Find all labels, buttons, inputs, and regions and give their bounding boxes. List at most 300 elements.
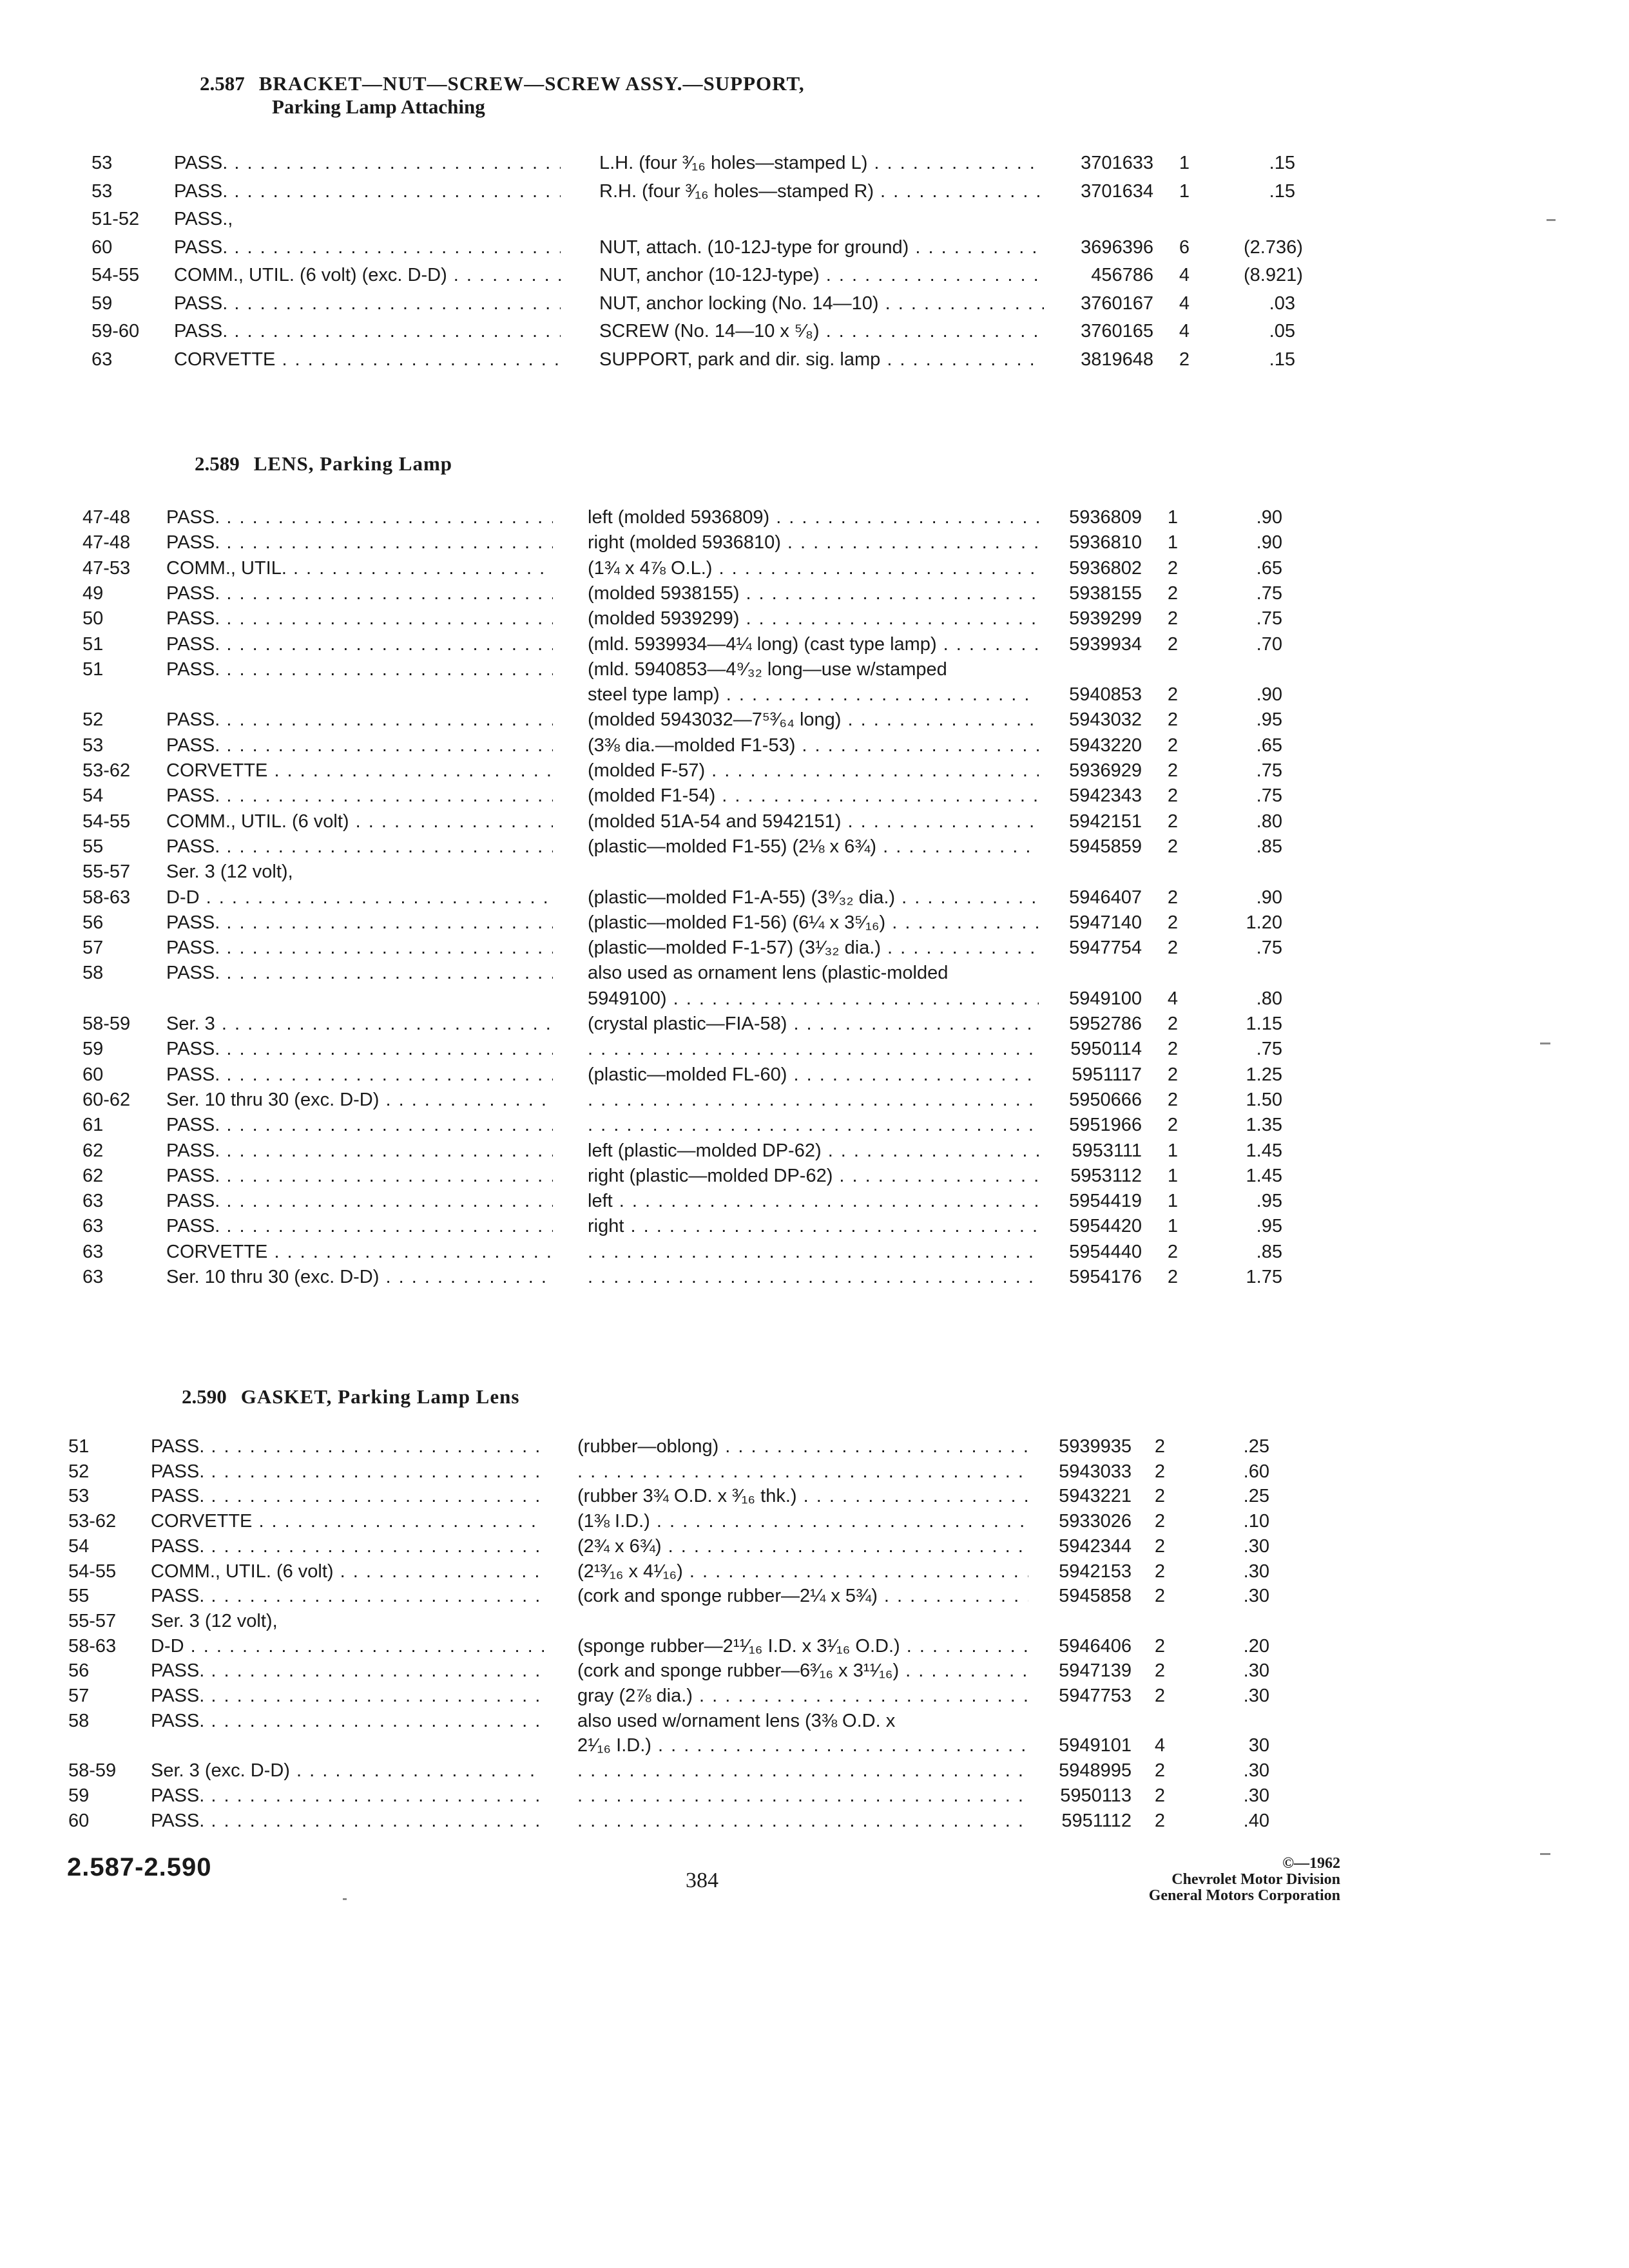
table-row [0,937,1629,960]
table-row [0,264,1629,287]
quantity: 2 [1167,557,1179,579]
part-number: 5940853 [1069,684,1142,706]
price: 1.50 [1246,1089,1282,1110]
quantity: 2 [1167,912,1179,933]
part-description [588,1089,1039,1111]
model-years: 63 [92,349,113,370]
part-number: 5943033 [1059,1461,1132,1482]
price: .95 [1256,1191,1282,1212]
model-years: 59 [82,1039,104,1060]
quantity: 2 [1167,709,1179,731]
vehicle-model: PASS. . . . [151,1685,544,1707]
quantity: 1 [1167,1165,1179,1186]
vehicle-model: PASS. . . . [151,1585,544,1607]
vehicle-model: PASS. . . . [166,1140,553,1162]
table-row [0,1215,1629,1238]
vehicle-model: PASS. . . . [174,320,561,342]
part-number: 5943221 [1059,1486,1132,1507]
publisher-block [1031,1856,1340,1904]
quantity: 1 [1179,180,1190,202]
model-years: 58-63 [68,1635,117,1657]
price: .75 [1256,785,1282,807]
vehicle-model: PASS. . . . [166,506,553,528]
part-description: (plastic—molded F-1-57) (3¹⁄₃₂ dia.) . . . [588,937,1039,959]
table-row [0,1810,1629,1833]
part-description: (2¹³⁄₁₆ x 4¹⁄₁₆) . . . [577,1561,1028,1582]
quantity: 2 [1167,684,1179,706]
vehicle-model: CORVETTE . . . [174,349,561,370]
part-description: (molded 5943032—7⁵³⁄₆₄ long) . . . [588,709,1039,731]
table-row [0,180,1629,204]
quantity: 2 [1154,1461,1166,1482]
vehicle-model: PASS. . . . [166,836,553,858]
part-number: 5939299 [1069,608,1142,629]
price: .65 [1256,557,1282,579]
section-title: BRACKET—NUT—SCREW—SCREW ASSY.—SUPPORT, [258,72,805,95]
quantity: 2 [1167,1267,1179,1287]
part-description: (mld. 5939934—4¼ long) (cast type lamp) . . . [588,633,1039,655]
price: .03 [1269,293,1295,314]
vehicle-model: Ser. 3 . . . [166,1013,553,1035]
model-years: 54-55 [68,1561,117,1582]
table-row [0,1241,1629,1264]
price: .85 [1256,836,1282,857]
part-number: 5947140 [1069,912,1142,933]
vehicle-model: PASS. . . . [166,1064,553,1086]
vehicle-model: PASS. . . . [166,1114,553,1136]
model-years: 53-62 [82,760,131,781]
division: Chevrolet Motor Division [1171,1871,1340,1888]
part-description: (molded 51A-54 and 5942151) . . . [588,811,1039,832]
price: .15 [1269,349,1295,370]
part-number: 5943220 [1069,735,1142,756]
copyright: ©—1962 [1282,1855,1340,1872]
part-number: 5950666 [1069,1089,1142,1110]
part-number: 3760165 [1081,321,1153,341]
part-description: (molded F-57) . . . [588,760,1039,782]
part-description [577,1760,1028,1782]
table-row [0,760,1629,783]
model-years: 63 [82,1241,104,1262]
model-years: 63 [82,1191,104,1212]
table-row [0,1660,1629,1683]
table-row [0,1485,1629,1508]
part-number: 5936929 [1069,760,1142,781]
vehicle-model: PASS. . . . [166,608,553,629]
section-number: 2.590 [182,1385,227,1408]
table-row [0,1510,1629,1533]
quantity: 2 [1154,1810,1166,1831]
price: 1.45 [1246,1140,1282,1161]
price: 1.25 [1246,1064,1282,1085]
part-description: SUPPORT, park and dir. sig. lamp . . . [599,349,1044,370]
model-years: 51-52 [92,209,140,229]
model-years: 54-55 [82,811,131,832]
table-row [0,709,1629,732]
table-row [0,861,1629,884]
part-number: 5947139 [1059,1660,1132,1682]
part-number: 3701633 [1081,153,1153,173]
vehicle-model: PASS. . . . [166,709,553,731]
vehicle-model: COMM., UTIL. (6 volt) (exc. D-D) . . . [174,264,561,286]
part-description: (plastic—molded FL-60) . . . [588,1064,1039,1086]
price: .75 [1256,760,1282,781]
price: .15 [1269,153,1295,173]
price: .30 [1243,1686,1269,1706]
model-years: 55-57 [82,861,131,883]
part-number: 5953112 [1070,1165,1142,1186]
price: .30 [1243,1785,1269,1806]
vehicle-model: PASS. . . . [151,1810,544,1832]
model-years: 49 [82,582,104,604]
part-description: (rubber 3¾ O.D. x ³⁄₁₆ thk.) . . . [577,1485,1028,1507]
table-row [0,1190,1629,1213]
part-description: (3⅜ dia.—molded F1-53) . . . [588,735,1039,756]
model-years: 47-48 [82,507,131,528]
vehicle-model: PASS. . . . [151,1710,544,1732]
price: 1.75 [1246,1267,1282,1287]
vehicle-model: PASS. . . . [166,735,553,756]
quantity: 4 [1179,293,1190,314]
model-years: 51 [82,658,104,680]
vehicle-model: PASS. . . . [166,785,553,807]
quantity: 4 [1154,1735,1166,1756]
part-number: 5954440 [1069,1241,1142,1262]
vehicle-model: PASS., [174,209,233,229]
table-row [0,236,1629,260]
section-title: GASKET, Parking Lamp Lens [240,1385,520,1408]
table-row [0,320,1629,343]
quantity: 2 [1154,1686,1166,1706]
table-row [0,1013,1629,1036]
part-description: 5949100) . . . [588,988,1039,1010]
part-number: 3819648 [1081,349,1153,370]
vehicle-model: PASS. . . . [166,962,553,984]
section-number: 2.587 [200,72,245,95]
table-row [0,1535,1629,1559]
part-number: 5954420 [1069,1216,1142,1237]
part-number: 5951966 [1069,1115,1142,1136]
model-years: 51 [82,633,104,655]
table-row [0,887,1629,910]
table-row [0,608,1629,631]
table-row [0,988,1629,1011]
model-years: 54 [68,1535,90,1557]
price: .75 [1256,937,1282,959]
vehicle-model: PASS. . . . [151,1785,544,1807]
part-number: 3760167 [1081,293,1153,314]
part-description: (rubber—oblong) . . . [577,1436,1028,1457]
quantity: 4 [1179,321,1190,341]
quantity: 2 [1167,735,1179,756]
part-description: (2¾ x 6¾) . . . [577,1535,1028,1557]
part-description [577,1810,1028,1832]
price: .90 [1256,507,1282,528]
vehicle-model: PASS. . . . [151,1535,544,1557]
table-row [0,836,1629,859]
part-description: NUT, attach. (10-12J-type for ground) . . . [599,236,1044,258]
model-years: 52 [68,1461,90,1482]
table-row [0,1461,1629,1484]
quantity: 2 [1154,1660,1166,1682]
price: .90 [1256,532,1282,553]
quantity: 2 [1154,1785,1166,1806]
vehicle-model: PASS. . . . [166,532,553,553]
table-row [0,1760,1629,1783]
quantity: 1 [1167,1191,1179,1212]
table-row [0,1585,1629,1608]
quantity: 4 [1179,265,1190,285]
part-description [577,1461,1028,1483]
table-row [0,152,1629,175]
table-row [0,506,1629,530]
part-number: 5938155 [1069,582,1142,604]
price: 1.20 [1246,912,1282,933]
quantity: 2 [1167,1014,1179,1034]
part-number: 5950113 [1060,1785,1132,1806]
part-number: 5945858 [1059,1586,1132,1607]
section-heading-2-589 [195,452,452,476]
part-description: 2¹⁄₁₆ I.D.) . . . [577,1735,1028,1756]
quantity: 1 [1167,507,1179,528]
model-years: 59 [68,1785,90,1806]
part-number: 5942344 [1059,1535,1132,1557]
vehicle-model: PASS. . . . [166,582,553,604]
price: .75 [1256,608,1282,629]
model-years: 58-63 [82,887,131,908]
table-row [0,532,1629,555]
model-years: 58-59 [82,1014,131,1034]
price: .30 [1243,1586,1269,1607]
part-description: (molded 5939299) . . . [588,608,1039,629]
part-number: 5942153 [1059,1561,1132,1582]
vehicle-model: PASS. . . . [166,937,553,959]
table-row [0,962,1629,985]
model-years: 51 [68,1436,90,1457]
part-description: (plastic—molded F1-56) (6¼ x 3⁵⁄₁₆) . . . [588,912,1039,934]
part-description: left (plastic—molded DP-62) . . . [588,1140,1039,1162]
vehicle-model: Ser. 10 thru 30 (exc. D-D) . . . [166,1266,553,1288]
quantity: 2 [1154,1561,1166,1582]
part-description: also used as ornament lens (plastic-molded [588,963,949,984]
price: .75 [1256,1039,1282,1060]
quantity: 2 [1167,760,1179,781]
vehicle-model: D-D . . . [151,1635,544,1657]
table-row [0,1610,1629,1633]
quantity: 2 [1167,937,1179,959]
table-row [0,1785,1629,1808]
quantity: 2 [1154,1486,1166,1507]
section-heading-2-587 [200,72,805,119]
table-row [0,785,1629,808]
corporation: General Motors Corporation [1148,1887,1340,1904]
quantity: 1 [1167,532,1179,553]
quantity: 2 [1167,1039,1179,1060]
vehicle-model: PASS. . . . [151,1461,544,1483]
margin-mark [343,1898,347,1900]
part-number: 3701634 [1081,180,1153,202]
table-row [0,1685,1629,1708]
margin-mark [1547,219,1556,221]
margin-mark [1540,1853,1550,1855]
vehicle-model: PASS. . . . [166,658,553,680]
quantity: 2 [1154,1760,1166,1782]
table-row [0,1114,1629,1137]
price: .30 [1243,1561,1269,1582]
vehicle-model: COMM., UTIL. . . . [166,557,553,579]
part-number: 5946406 [1059,1635,1132,1657]
table-row [0,1436,1629,1459]
price: (8.921) [1244,265,1303,285]
price: .80 [1256,811,1282,832]
model-years: 47-53 [82,557,131,579]
table-row [0,1089,1629,1112]
part-number: 5947753 [1059,1686,1132,1706]
section-title: LENS, Parking Lamp [253,452,453,475]
model-years: 55 [82,836,104,857]
quantity: 2 [1167,1115,1179,1136]
part-description: (crystal plastic—FIA-58) . . . [588,1013,1039,1035]
section-number: 2.589 [195,452,240,475]
part-number: 5936810 [1069,532,1142,553]
price: .30 [1243,1535,1269,1557]
model-years: 54 [82,785,104,807]
table-row [0,633,1629,657]
quantity: 2 [1167,811,1179,832]
vehicle-model: PASS. . . . [166,633,553,655]
table-row [0,1735,1629,1758]
part-description: (molded 5938155) . . . [588,582,1039,604]
part-number: 5945859 [1069,836,1142,857]
part-number: 5954419 [1069,1191,1142,1212]
model-years: 62 [82,1140,104,1161]
vehicle-model: CORVETTE . . . [151,1510,544,1532]
quantity: 1 [1179,153,1190,173]
price: .75 [1256,582,1282,604]
model-years: 53 [82,735,104,756]
price: .85 [1256,1241,1282,1262]
vehicle-model: COMM., UTIL. (6 volt) . . . [151,1561,544,1582]
quantity: 2 [1154,1511,1166,1532]
part-number: 5939934 [1069,633,1142,655]
quantity: 4 [1167,988,1179,1009]
model-years: 53-62 [68,1511,117,1532]
part-description: steel type lamp) . . . [588,684,1039,706]
quantity: 2 [1167,785,1179,807]
margin-mark [1540,1043,1550,1044]
model-years: 58 [68,1710,90,1731]
part-description: (plastic—molded F1-A-55) (3⁹⁄₃₂ dia.) . . . [588,887,1039,908]
table-row [0,1064,1629,1087]
quantity: 2 [1154,1586,1166,1607]
table-row [0,735,1629,758]
part-number: 5947754 [1069,937,1142,959]
price: .80 [1256,988,1282,1009]
vehicle-model: PASS. . . . [151,1485,544,1507]
price: .95 [1256,1216,1282,1237]
part-description: gray (2⅞ dia.) . . . [577,1685,1028,1707]
part-number: 5954176 [1069,1267,1142,1287]
part-description: also used w/ornament lens (3⅜ O.D. x [577,1710,896,1731]
model-years: 53 [68,1486,90,1507]
model-years: 58 [82,963,104,984]
model-years: 50 [82,608,104,629]
quantity: 2 [1167,836,1179,857]
part-description: (mld. 5940853—4⁹⁄₃₂ long—use w/stamped [588,658,947,680]
part-description: NUT, anchor locking (No. 14—10) . . . [599,293,1044,314]
model-years: 60 [68,1810,90,1831]
vehicle-model: PASS. . . . [174,152,561,174]
vehicle-model: PASS. . . . [174,180,561,202]
table-row [0,1266,1629,1289]
table-row [0,912,1629,935]
part-number: 5951112 [1061,1810,1132,1831]
section-subtitle: Parking Lamp Attaching [272,95,485,118]
part-description: (1⅜ I.D.) . . . [577,1510,1028,1532]
quantity: 2 [1167,1064,1179,1085]
model-years: 61 [82,1115,104,1136]
part-description: left . . . [588,1190,1039,1212]
model-years: 56 [68,1660,90,1682]
price: .30 [1243,1660,1269,1682]
price: .60 [1243,1461,1269,1482]
part-number: 456786 [1091,265,1153,285]
page-number: 384 [686,1869,718,1892]
part-number: 5948995 [1059,1760,1132,1782]
price: (2.736) [1244,236,1303,258]
vehicle-model: Ser. 3 (12 volt), [166,861,293,883]
vehicle-model: PASS. . . . [166,1215,553,1237]
model-years: 63 [82,1216,104,1237]
part-number: 5946407 [1069,887,1142,908]
part-description: (cork and sponge rubber—2¼ x 5¾) . . . [577,1585,1028,1607]
table-row [0,557,1629,581]
price: .20 [1243,1635,1269,1657]
part-number: 5952786 [1069,1014,1142,1034]
price: .25 [1243,1436,1269,1457]
model-years: 55-57 [68,1610,117,1631]
table-row [0,1635,1629,1658]
part-number: 5953111 [1072,1140,1142,1161]
table-row [0,1561,1629,1584]
table-row [0,349,1629,372]
part-description [588,1266,1039,1288]
model-years: 55 [68,1586,90,1607]
price: 30 [1248,1735,1269,1756]
price: .90 [1256,887,1282,908]
part-number: 5949100 [1069,988,1142,1009]
quantity: 2 [1167,582,1179,604]
model-years: 47-48 [82,532,131,553]
model-years: 59-60 [92,321,140,341]
table-row [0,1165,1629,1188]
model-years: 58-59 [68,1760,117,1782]
part-number: 5951117 [1072,1064,1142,1085]
vehicle-model: PASS. . . . [174,293,561,314]
part-description [588,1038,1039,1060]
price: .15 [1269,180,1295,202]
price: .65 [1256,735,1282,756]
part-description [588,1114,1039,1136]
part-description: right . . . [588,1215,1039,1237]
section-heading-2-590 [182,1385,519,1408]
part-number: 5942151 [1069,811,1142,832]
model-years: 60-62 [82,1089,131,1110]
price: .90 [1256,684,1282,706]
vehicle-model: Ser. 3 (12 volt), [151,1610,278,1631]
part-description: left (molded 5936809) . . . [588,506,1039,528]
part-description: (plastic—molded F1-55) (2⅛ x 6¾) . . . [588,836,1039,858]
